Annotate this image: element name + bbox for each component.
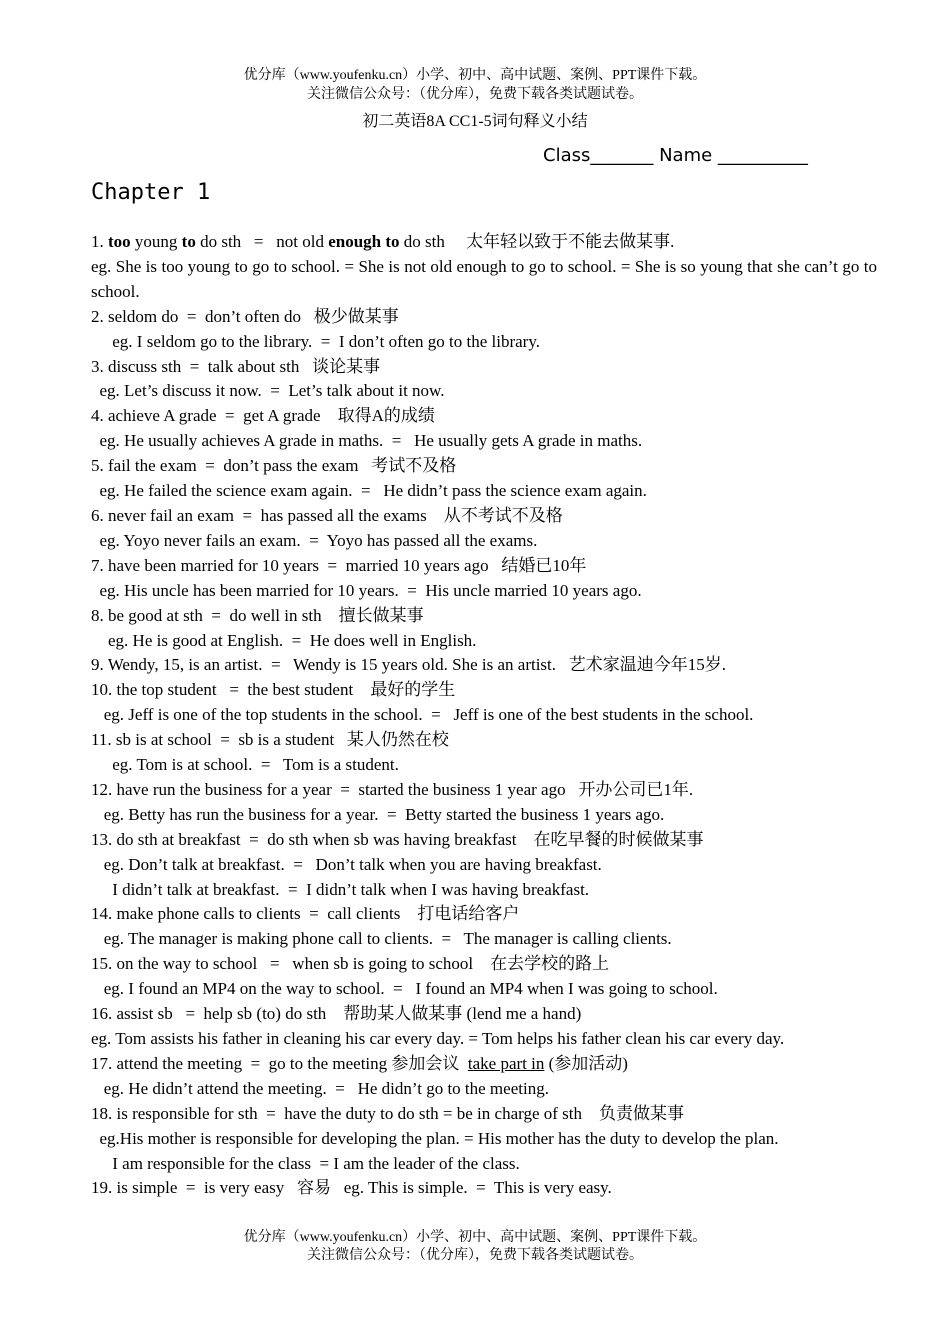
item-1-text: young bbox=[130, 232, 182, 251]
item-13: 13. do sth at breakfast = do sth when sb was having breakfast 在吃早餐的时候做某事 bbox=[91, 829, 704, 849]
item-17 bbox=[91, 1052, 877, 1077]
example-1: eg. She is too young to go to school. = She is not old enough to go to school. = She is so young that she can’t go to school. bbox=[91, 256, 877, 301]
item-1-bold-enough-to: enough to bbox=[328, 232, 400, 251]
example-8: eg. He is good at English. = He does well in English. bbox=[91, 630, 477, 650]
example-5: eg. He failed the science exam again. = He didn’t pass the science exam again. bbox=[91, 481, 647, 501]
item-5: 5. fail the exam = don’t pass the exam 考试不及格 bbox=[91, 456, 457, 476]
example-14: eg. The manager is making phone call to clients. = The manager is calling clients. bbox=[91, 929, 672, 949]
chapter-heading: Chapter 1 bbox=[91, 180, 211, 205]
example-13b: I didn’t talk at breakfast. = I didn’t talk when I was having breakfast. bbox=[91, 879, 590, 899]
footer bbox=[0, 1229, 950, 1265]
example-13a: eg. Don’t talk at breakfast. = Don’t talk when you are having breakfast. bbox=[91, 854, 602, 874]
example-7: eg. His uncle has been married for 10 years. = His uncle married 10 years ago. bbox=[91, 580, 642, 600]
example-17: eg. He didn’t attend the meeting. = He didn’t go to the meeting. bbox=[91, 1078, 549, 1098]
item-1-text: do sth = not old bbox=[195, 232, 329, 251]
item-8: 8. be good at sth = do well in sth 擅长做某事 bbox=[91, 605, 424, 625]
example-10: eg. Jeff is one of the top students in the school. = Jeff is one of the best students in the school. bbox=[91, 705, 754, 725]
example-4: eg. He usually achieves A grade in maths. = He usually gets A grade in maths. bbox=[91, 431, 643, 451]
example-18b: I am responsible for the class = I am the leader of the class. bbox=[91, 1153, 520, 1173]
item-19: 19. is simple = is very easy 容易 eg. This is simple. = This is very easy. bbox=[91, 1178, 612, 1198]
item-17-text: 17. attend the meeting = go to the meeting 参加会议 bbox=[91, 1053, 468, 1073]
item-1-bold-too: too bbox=[108, 232, 131, 251]
header-line-2: 关注微信公众号：（优分库），免费下载各类试题试卷。 bbox=[307, 87, 643, 102]
item-1 bbox=[91, 230, 877, 255]
header-line-1: 优分库（www.youfenku.cn）小学、初中、高中试题、案例、PPT课件下载。 bbox=[243, 68, 707, 83]
footer-line-2: 关注微信公众号：（优分库），免费下载各类试题试卷。 bbox=[307, 1248, 643, 1263]
item-9: 9. Wendy, 15, is an artist. = Wendy is 15 years old. She is an artist. 艺术家温迪今年15岁. bbox=[91, 655, 727, 675]
item-14: 14. make phone calls to clients = call clients 打电话给客户 bbox=[91, 904, 520, 924]
vocabulary-list bbox=[91, 230, 877, 1201]
item-1-bold-to: to bbox=[181, 232, 196, 251]
example-3: eg. Let’s discuss it now. = Let’s talk about it now. bbox=[91, 381, 445, 401]
item-17-text: (参加活动) bbox=[544, 1053, 628, 1073]
example-6: eg. Yoyo never fails an exam. = Yoyo has passed all the exams. bbox=[91, 530, 538, 550]
footer-line-1: 优分库（www.youfenku.cn）小学、初中、高中试题、案例、PPT课件下载。 bbox=[243, 1230, 707, 1245]
example-12: eg. Betty has run the business for a year. = Betty started the business 1 years ago. bbox=[91, 804, 665, 824]
item-1-text: do sth 太年轻以致于不能去做某事. bbox=[399, 232, 675, 251]
item-7: 7. have been married for 10 years = married 10 years ago 结婚已10年 bbox=[91, 555, 587, 575]
example-15: eg. I found an MP4 on the way to school. = I found an MP4 when I was going to school. bbox=[91, 979, 718, 999]
item-4: 4. achieve A grade = get A grade 取得A的成绩 bbox=[91, 406, 435, 426]
item-11: 11. sb is at school = sb is a student 某人仍然在校 bbox=[91, 730, 449, 750]
item-15: 15. on the way to school = when sb is going to school 在去学校的路上 bbox=[91, 954, 610, 974]
item-16: 16. assist sb = help sb (to) do sth 帮助某人做某事 (lend me a hand) bbox=[91, 1004, 582, 1024]
example-11: eg. Tom is at school. = Tom is a student. bbox=[91, 755, 399, 775]
example-18a: eg.His mother is responsible for developing the plan. = His mother has the duty to develop the plan. bbox=[91, 1128, 779, 1148]
item-17-underlined: take part in bbox=[467, 1053, 545, 1073]
item-3: 3. discuss sth = talk about sth 谈论某事 bbox=[91, 356, 381, 376]
example-16: eg. Tom assists his father in cleaning his car every day. = Tom helps his father clean his car every day. bbox=[91, 1029, 785, 1048]
example-2: eg. I seldom go to the library. = I don’t often go to the library. bbox=[91, 331, 540, 351]
item-12: 12. have run the business for a year = started the business 1 year ago 开办公司已1年. bbox=[91, 779, 694, 799]
page-title: 初二英语8A CC1-5词句释义小结 bbox=[362, 113, 588, 130]
item-2: 2. seldom do = don’t often do 极少做某事 bbox=[91, 306, 399, 326]
item-1-number: 1. bbox=[91, 232, 108, 251]
class-name-line: Class_______ Name __________ bbox=[543, 145, 808, 166]
item-18: 18. is responsible for sth = have the duty to do sth = be in charge of sth 负责做某事 bbox=[91, 1103, 685, 1123]
item-10: 10. the top student = the best student 最好的学生 bbox=[91, 680, 456, 700]
item-6: 6. never fail an exam = has passed all the exams 从不考试不及格 bbox=[91, 505, 563, 525]
